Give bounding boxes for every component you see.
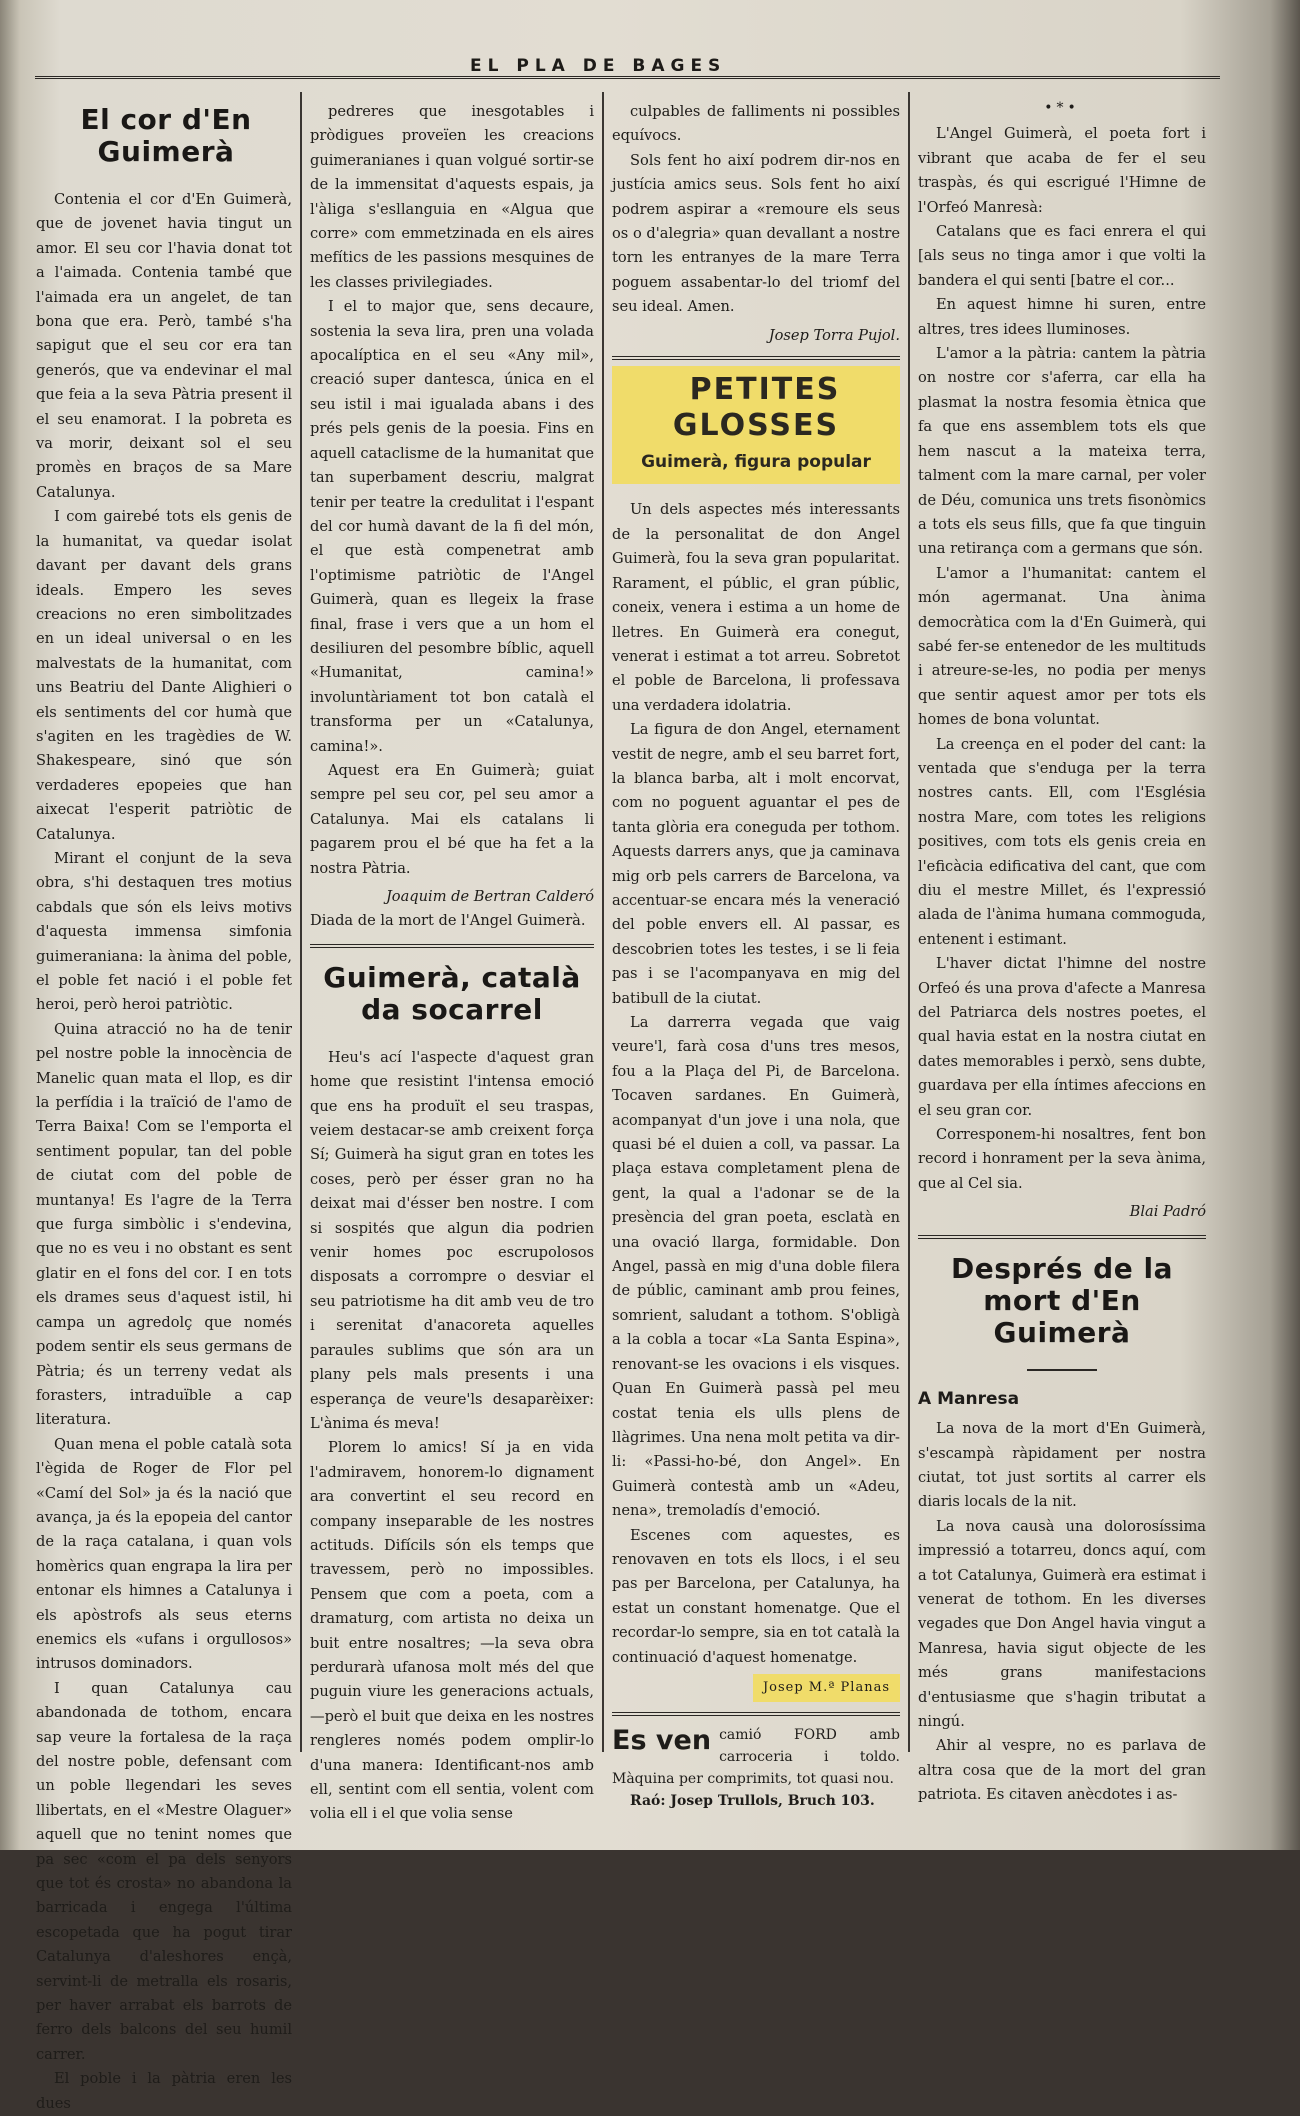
signature-planas: Josep M.ª Planas	[753, 1674, 900, 1702]
paragraph: Sols fent ho així podrem dir-nos en justícia amics seus. Sols fent ho així podrem aspirar a «remoure els seus os o d'alegria» quan devallant a nostre torn les entranyes de la mare Terra poguem assabentar-lo del triomf del seu ideal. Amen.	[612, 151, 900, 316]
dedication-note: Diada de la mort de l'Angel Guimerà.	[310, 912, 586, 930]
column-rule	[300, 92, 302, 1752]
ad-text: camió FORD amb carroceria i toldo. Màquina per comprimits, tot quasi nou.	[612, 1727, 900, 1788]
paragraph: Quina atracció no ha de tenir pel nostre poble la innocència de Manelic quan mata el llop, es dir la perfídia i la traïció de l'amo de Terra Baixa! Com se l'emporta el sentiment popular, tan del poble de ciutat com del poble de muntanya! Es l'agre de la Terra que furga simbòlic i s'endevina, que no es veu i no obstant es sent glatir en el fons del cor. I en tots els drames seus d'aquest istil, hi campa un agredolç que només podem sentir els seus germans de Pàtria; és un terreny vedat als forasters, intraduïble a cap literatura.	[36, 1020, 292, 1429]
article-body-himne	[918, 122, 1206, 1196]
column-3	[612, 100, 900, 1812]
paragraph: culpables de falliments ni possibles equívocs.	[612, 103, 900, 145]
article-subhead-manresa: A Manresa	[918, 1388, 1020, 1409]
paragraph: I com gairebé tots els genis de la humanitat, va quedar isolat davant per davant dels grans ideals. Empero les seves creacions no eren simbolitzades en un ideal universal o en les malvestats de la humanitat, com uns Beatriu del Dante Alighieri o els sentiments del cor humà que s'agiten en les tragèdies de W. Shakespeare, sinó que són verdaderes epopeies que han aixecat l'esperit patriòtic de Catalunya.	[36, 508, 292, 843]
article-title-despres: Després de la mort d'En Guimerà	[951, 1251, 1173, 1349]
paragraph: Plorem lo amics! Sí ja en vida l'admiravem, honorem-lo dignament ara convertint el seu record en company inseparable de les nostres actituds. Difícils són els temps que travessem, però no impossibles. Pensem que com a poeta, com a dramaturg, com artista no deixa un buit entre nosaltres; —la seva obra perdurarà ufanosa molt més del que puguin viure les generacions actuals, —però el buit que deixa en les nostres rengleres només podem omplir-lo d'una manera: Identificant-nos amb ell, sentint com ell sentia, volent com volia ell i el que volia sense	[310, 1439, 594, 1823]
signature-planas-wrap	[612, 1674, 900, 1702]
column-rule	[908, 92, 910, 1752]
ornament: •*•	[1044, 100, 1080, 116]
masthead: EL PLA DE BAGES	[470, 56, 727, 76]
section-divider	[612, 1712, 900, 1716]
paragraph: L'amor a la pàtria: cantem la pàtria on nostre cor s'aferra, car ella ha plasmat la nostra fesomia ètnica que fa que ens assemblem tots els que hem nascut a la mateixa terra, talment com la mare carnal, per voler de Déu, comunica uns trets fisonòmics a tots els seus fills, que fa que tinguin una retirança com a germans que són.	[918, 345, 1206, 558]
signature-torra: Josep Torra Pujol.	[768, 326, 900, 344]
paragraph: La creença en el poder del cant: la ventada que s'enduga per la terra nostres cants. Ell, com l'Església nostra Mare, com totes les religions positives, com tots els genis creia en l'eficàcia edificativa del cant, que com diu el mestre Millet, és l'expressió alada de l'ànima humana commoguda, entenent i estimant.	[918, 735, 1206, 948]
section-divider	[918, 1235, 1206, 1239]
section-title: PETITES GLOSSES	[672, 372, 841, 444]
paragraph: pedreres que inesgotables i pròdigues proveïen les creacions guimeranianes i quan volgué sortir-se de la immensitat d'aquests espais, ja l'àliga s'esllanguia en «Algua que corre» com emmetzinada en els aires mefítics de les passions mesquines de les classes privilegiades.	[310, 103, 594, 291]
paragraph: Corresponem-hi nosaltres, fent bon record i honrament per la seva ànima, que al Cel sia.	[918, 1126, 1206, 1192]
top-rule	[35, 76, 1220, 79]
article-title-cor: El cor d'En Guimerà	[80, 103, 252, 168]
paragraph: L'haver dictat l'himne del nostre Orfeó és una prova d'afecte a Manresa del Patriarca dels nostres poetes, el qual havia estat en la nostra ciutat en dates memorables i perxò, sens dubte, guardava per ella íntimes afeccions en el seu gran cor.	[918, 955, 1206, 1119]
section-header-petites-glosses	[612, 366, 900, 484]
article-subtitle: Guimerà, figura popular	[641, 452, 871, 473]
paragraph: Mirant el conjunt de la seva obra, s'hi destaquen tres motius cabdals que són els leivs motivs d'aquesta immensa simfonia guimeraniana: la ànima del poble, el poble fet nació i el poble fet heroi, però heroi patriòtic.	[36, 849, 292, 1014]
paragraph: Aquest era En Guimerà; guiat sempre pel seu cor, pel seu amor a Catalunya. Mai els catalans li pagarem prou el bé que ha fet a la nostra Pàtria.	[310, 761, 594, 877]
article-body-manresa	[918, 1417, 1206, 1808]
paragraph: Un dels aspectes més interessants de la personalitat de don Angel Guimerà, fou la seva gran popularitat. Rarament, el públic, el gran públic, coneix, venera i estima a un home de lletres. En Guimerà era conegut, venerat i estimat a tot arreu. Sobretot el poble de Barcelona, li professava una verdadera idolatria.	[612, 501, 900, 714]
article-title-socarrel: Guimerà, català da socarrel	[323, 960, 581, 1026]
paragraph: El poble i la pàtria eren les dues	[36, 2070, 292, 2112]
ad-title: Es ven	[612, 1725, 712, 1757]
title-underline	[1027, 1369, 1097, 1371]
signature-bertran: Joaquim de Bertran Calderó	[385, 888, 594, 905]
paragraph: Escenes com aquestes, es renovaven en tots els llocs, i el seu pas per Barcelona, per Catalunya, ha estat un constant homenatge. Que el recordar-lo sempre, sia en tot català la continuació d'aquest homenatge.	[612, 1526, 900, 1666]
article-body-cor-cont	[310, 100, 594, 881]
article-body-figura-popular	[612, 498, 900, 1670]
paragraph: Ahir al vespre, no es parlava de altra cosa que de la mort del gran patriota. Es citaven anècdotes i as-	[918, 1737, 1206, 1804]
paragraph: La nova causà una dolorosíssima impressió a totarreu, doncs aquí, com a tot Catalunya, Guimerà era estimat i venerat de tothom. En les diverses vegades que Don Angel havia vingut a Manresa, havia sigut objecte de les més grans manifestacions d'entusiasme que s'hagin tributat a ningú.	[918, 1517, 1206, 1730]
article-body-socarrel-cont	[612, 100, 900, 320]
column-rule	[602, 92, 604, 1752]
column-1	[36, 100, 292, 2116]
section-divider	[310, 944, 594, 948]
column-4	[918, 96, 1206, 1808]
paragraph: L'amor a l'humanitat: cantem el món agermanat. Una ànima democràtica com la d'En Guimerà, qui sabé fer-se entenedor de les multituds i atreure-se-les, no podia per menys que sentir aquest amor per tots els homes de bona voluntat.	[918, 564, 1206, 729]
paragraph: Heu's ací l'aspecte d'aquest gran home que resistint l'intensa emoció que ens ha produït el seu traspas, veiem destacar-se amb creixent força Sí; Guimerà ha sigut gran en totes les coses, però per ésser gran no ha deixat mai d'ésser ben nostre. I com si sospités que algun dia podrien venir homes poc escrupolosos disposats a corrompre o desviar el seu patriotisme ha dit amb veu de tro i serenitat d'anacoreta aquelles paraules sublims que són ara un plany pels mals presents i una esperança de veure'ls desaparèixer: L'ànima és meva!	[310, 1048, 594, 1432]
section-divider	[612, 356, 900, 360]
column-2	[310, 100, 594, 1827]
paragraph: I el to major que, sens decaure, sostenia la seva lira, pren una volada apocalíptica en el seu «Any mil», creació super dantesca, única en el seu istil i mai igualada abans i des prés pels genis de la poesia. Fins en aquell cataclisme de la humanitat que tan superbament descriu, malgrat tenir per teatre la credulitat i l'espant del cor humà davant de la fi del món, el que està compenetrat amb l'optimisme patriòtic de l'Angel Guimerà, quan es llegeix la frase final, frase i vers que a un hom el desiliuren del pesombre bíblic, aquell «Humanitat, camina!» involuntàriament tot bon català el transforma per un «Catalunya, camina!».	[310, 298, 594, 755]
paragraph: La nova de la mort d'En Guimerà, s'escampà ràpidament per nostra ciutat, tot just sortits al carrer els diaris locals de la nit.	[918, 1420, 1206, 1511]
article-body-socarrel	[310, 1046, 594, 1827]
paragraph: I quan Catalunya cau abandonada de tothom, encara sap veure la fortalesa de la raça del nostre poble, defensant com un poble llegendari les seves llibertats, en el «Mestre Olaguer» aquell que no tenint nomes que pa sec «com el pa dels senyors que tot és crosta» no abandona la barricada i engega l'última escopetada que ha pogut tirar Catalunya d'aleshores ençà, servint-li de metralla els rosaris, per haver arrabat els barrots de ferro dels balcons del seu humil carrer.	[36, 1679, 292, 2063]
signature-padro: Blai Padró	[1129, 1203, 1206, 1221]
article-body-cor	[36, 188, 292, 2116]
paragraph: Catalans que es faci enrera el qui [als seus no tinga amor i que volti la bandera el qui senti [batre el cor...	[918, 223, 1206, 289]
classified-ad	[612, 1724, 900, 1812]
paragraph: La figura de don Angel, eternament vestit de negre, amb el seu barret fort, la blanca barba, alt i molt encorvat, com no poguent aguantar el pes de tanta glòria era coneguda per tothom. Aquests darrers anys, que ja caminava mig orb pels carrers de Barcelona, va accentuar-se encara més la veneració del poble envers ell. Al passar, es descobrien totes les testes, i se li feia pas i se l'acompanyava en mig del batibull de la ciutat.	[612, 721, 900, 1007]
paragraph: Quan mena el poble català sota l'ègida de Roger de Flor pel «Camí del Sol» ja és la nació que avança, ja és la epopeia del cantor de la raça catalana, i quan vols homèrics quan engrapa la lira per entonar els himnes a Catalunya i els apòstrofs als seus eterns enemics els «ufans i orgullosos» intrusos dominadors.	[36, 1435, 292, 1673]
ad-contact: Raó: Josep Trullols, Bruch 103.	[630, 1793, 875, 1810]
paragraph: Contenia el cor d'En Guimerà, que de jovenet havia tingut un amor. El seu cor l'havia donat tot a l'aimada. Contenia també que l'aimada era un angelet, de tan bona que era. Però, també s'ha sapigut que el seu cor era tan generós, que va endevinar el mal que feia a la seva Pàtria present il el seu enamorat. I la pobreta es va morir, deixant sol el seu promès en braços de sa Mare Catalunya.	[36, 191, 292, 501]
paragraph: L'Angel Guimerà, el poeta fort i vibrant que acaba de fer el seu traspàs, és qui escrigué l'Himne de l'Orfeó Manresà:	[918, 125, 1206, 216]
paragraph: La darrerra vegada que vaig veure'l, farà cosa d'uns tres mesos, fou a la Plaça del Pi, de Barcelona. Tocaven sardanes. En Guimerà, acompanyat d'un jove i una nola, que quasi bé el duien a coll, va passar. La plaça estava completament plena de gent, la qual a l'adonar se de la presència del gran poeta, esclatà en una ovació llarga, formidable. Don Angel, passà en mig d'una doble filera de públic, caminant amb prou feines, somrient, saludant a tothom. S'obligà a la cobla a tocar «La Santa Espina», renovant-se les ovacions i els visques. Quan En Guimerà passà pel meu costat tenia els ulls plens de llàgrimes. Una nena molt petita va dir-li: «Passi-ho-bé, don Angel». En Guimerà contestà amb un «Adeu, nena», tremoladís d'emoció.	[612, 1014, 900, 1520]
paragraph: En aquest himne hi suren, entre altres, tres idees lluminoses.	[918, 296, 1206, 338]
